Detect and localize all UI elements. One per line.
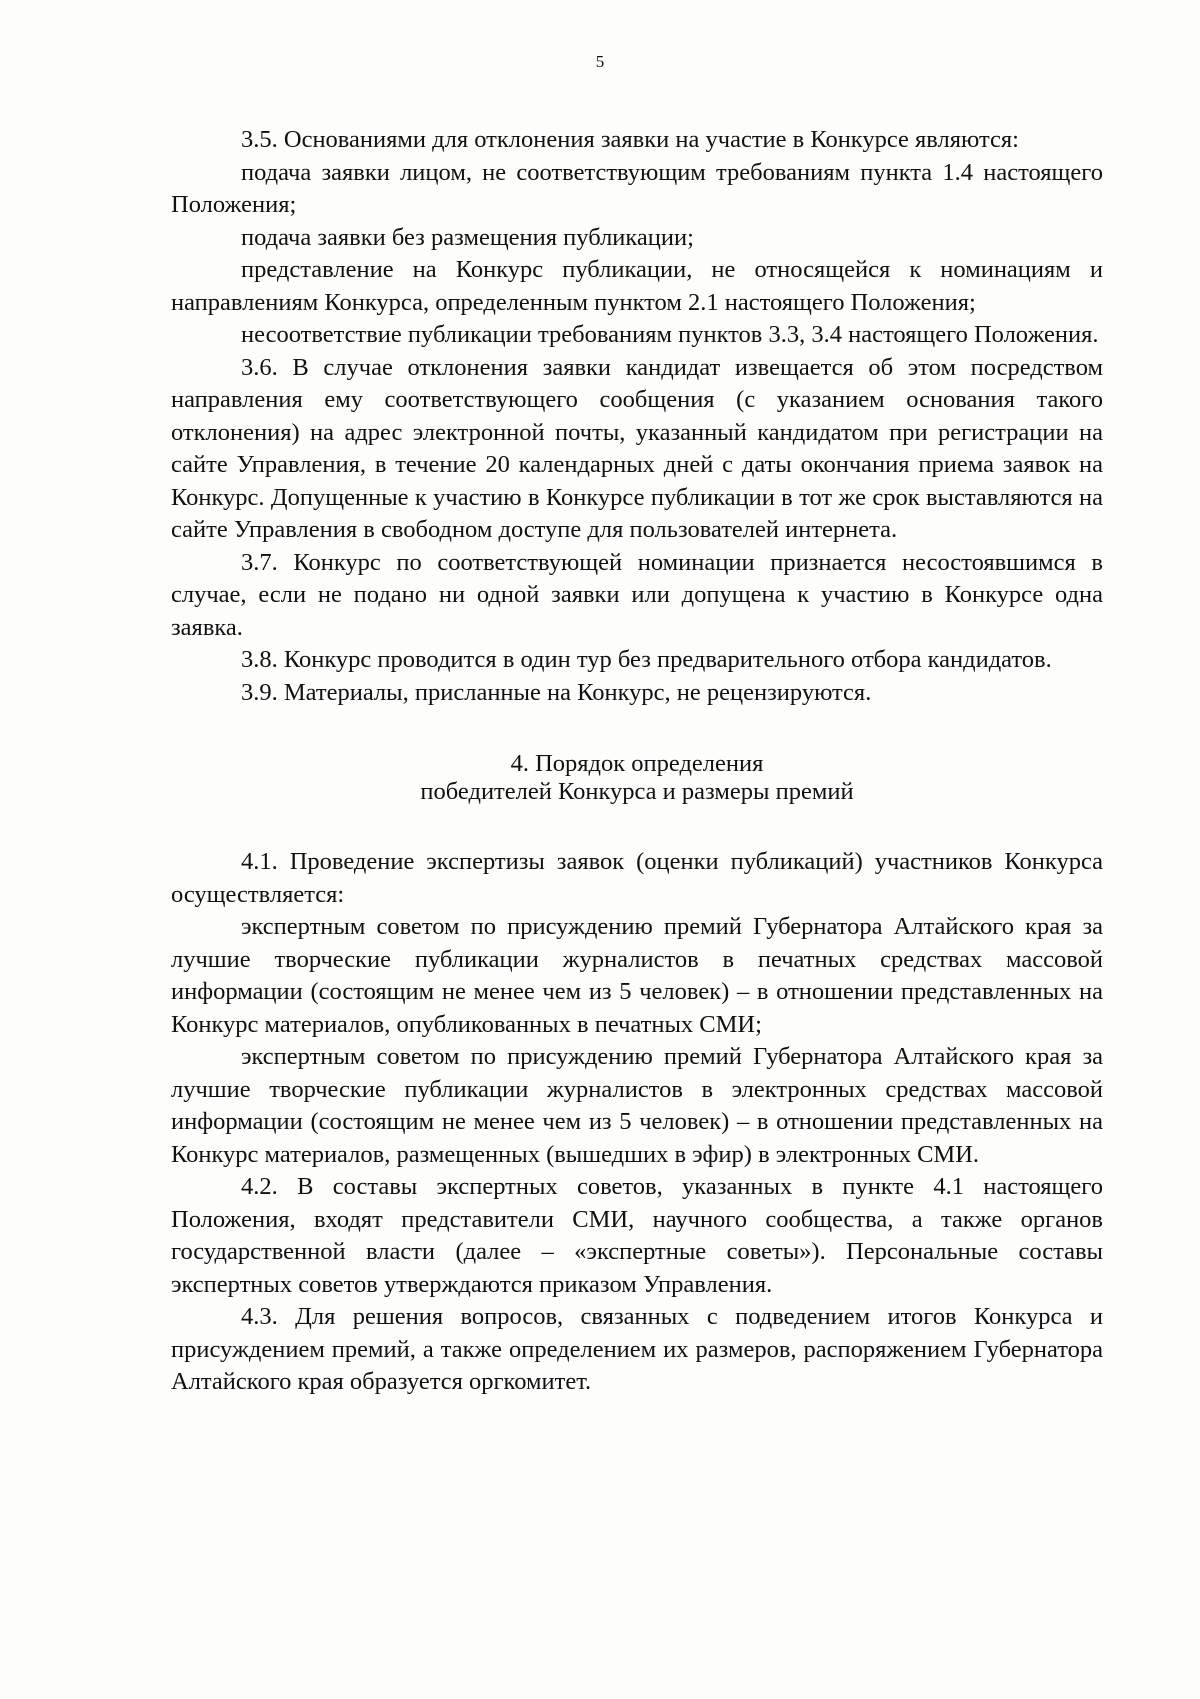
paragraph-4-2: 4.2. В составы экспертных советов, указанных в пункте 4.1 настоящего Положения, входят представители СМИ, научного сообщества, а также органов государственной власти (далее – «экспертные советы»). Персональные составы экспертных советов утверждаются приказом Управления. [171,1173,1103,1298]
paragraph-3-6: 3.6. В случае отклонения заявки кандидат извещается об этом посредством направления ему соответствующего сообщения (с указанием основания такого отклонения) на адрес электронной почты, указанный кандидатом при регистрации на сайте Управления, в течение 20 календарных дней с даты окончания приема заявок на Конкурс. Допущенные к участию в Конкурсе публикации в тот же срок выставляются на сайте Управления в свободном доступе для пользователей интернета. [171,353,1103,543]
paragraph-3-5-item-2: подача заявки без размещения публикации; [241,223,694,251]
paragraph-3-5: 3.5. Основаниями для отклонения заявки на участие в Конкурсе являются: [241,126,1019,153]
paragraph-4-1-item-2: экспертным советом по присуждению премий Губернатора Алтайского края за лучшие творческие публикации журналистов в электронных средствах массовой информации (состоящим не менее чем из 5 человек) – в отношении представленных на Конкурс материалов, размещенных (вышедших в эфир) в электронных СМИ. [171,1043,1103,1168]
section-4-heading-line-2: победителей Конкурса и размеры премий [420,778,854,805]
document-body [171,124,1103,1399]
paragraph-3-8: 3.8. Конкурс проводится в один тур без предварительного отбора кандидатов. [241,646,1052,673]
page-number: 5 [595,52,605,71]
section-4-heading-line-1: 4. Порядок определения [510,750,764,777]
paragraph-3-5-item-1: подача заявки лицом, не соответствующим требованиям пункта 1.4 настоящего Положения; [171,158,1103,218]
paragraph-4-1: 4.1. Проведение экспертизы заявок (оценки публикаций) участников Конкурса осуществляется: [171,848,1103,908]
paragraph-3-9: 3.9. Материалы, присланные на Конкурс, не рецензируются. [241,678,872,706]
paragraph-3-5-item-3: представление на Конкурс публикации, не относящейся к номинациям и направлениям Конкурса, определенным пунктом 2.1 настоящего Положения; [171,256,1103,316]
section-4-heading [171,750,1103,806]
paragraph-3-5-item-4: несоответствие публикации требованиям пунктов 3.3, 3.4 настоящего Положения. [241,321,1099,348]
paragraph-4-3: 4.3. Для решения вопросов, связанных с подведением итогов Конкурса и присуждением премий, а также определением их размеров, распоряжением Губернатора Алтайского края образуется оргкомитет. [171,1303,1103,1395]
paragraph-4-1-item-1: экспертным советом по присуждению премий Губернатора Алтайского края за лучшие творческие публикации журналистов в печатных средствах массовой информации (состоящим не менее чем из 5 человек) – в отношении представленных на Конкурс материалов, опубликованных в печатных СМИ; [171,913,1103,1038]
paragraph-3-7: 3.7. Конкурс по соответствующей номинации признается несостоявшимся в случае, если не подано ни одной заявки или допущена к участию в Конкурсе одна заявка. [171,548,1103,641]
